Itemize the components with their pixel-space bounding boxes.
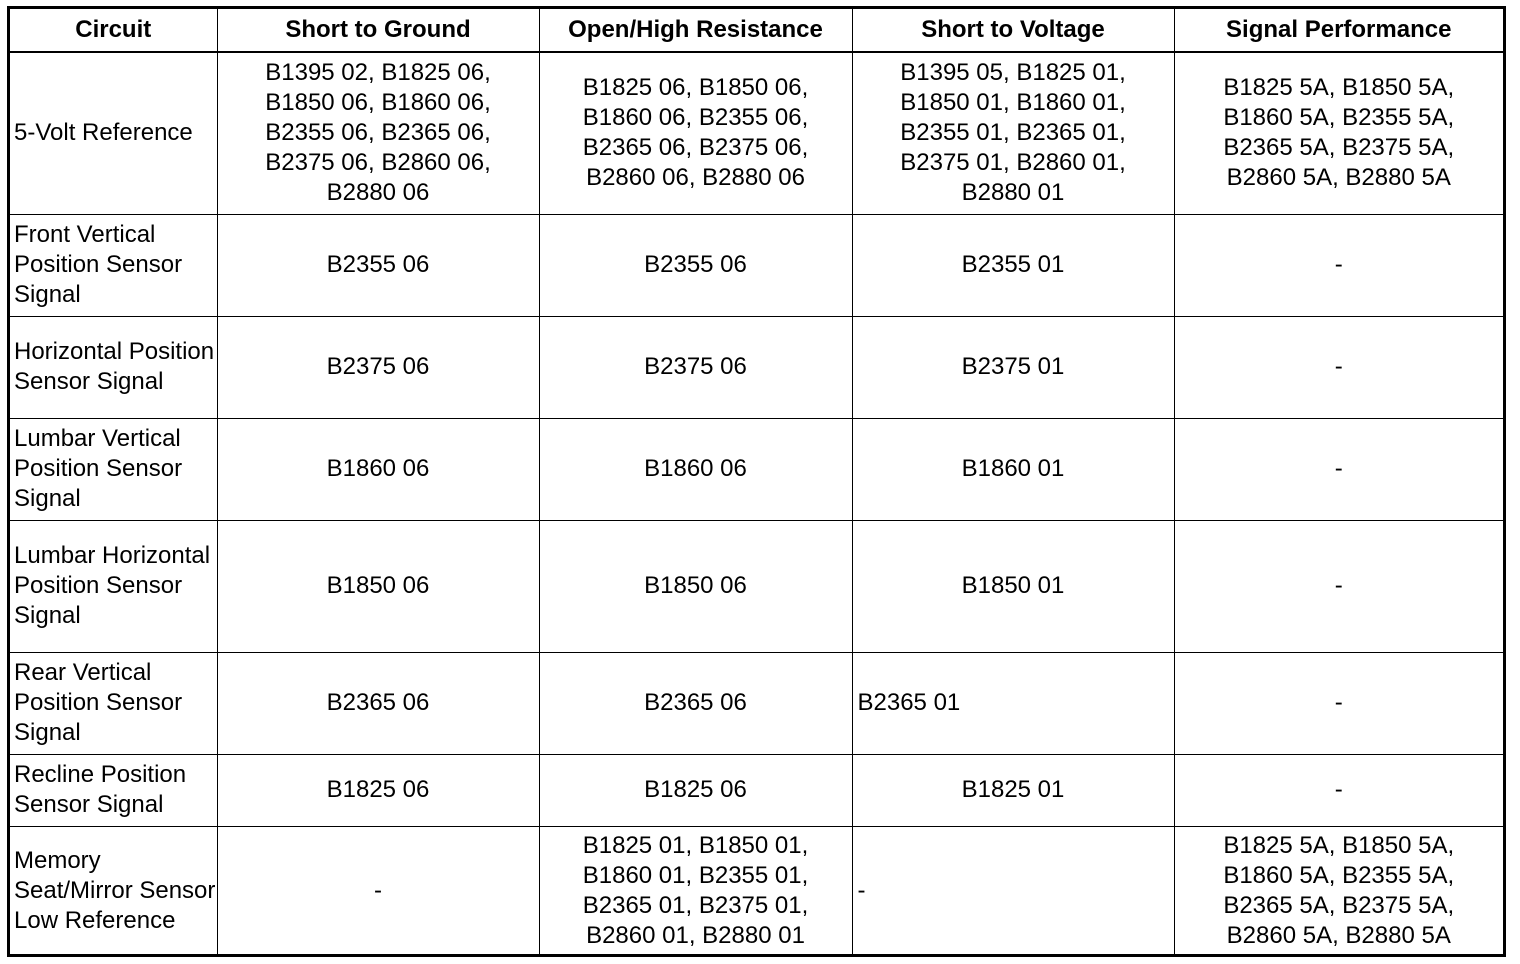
header-open-high-resistance: Open/High Resistance bbox=[539, 9, 852, 52]
table-row bbox=[10, 214, 1503, 316]
header-row bbox=[10, 9, 1503, 52]
open-high-resistance-cell: B1825 06 bbox=[539, 754, 852, 826]
table-row bbox=[10, 52, 1503, 214]
short-to-voltage-cell: B1825 01 bbox=[852, 754, 1174, 826]
circuit-cell: Memory Seat/Mirror Sensor Low Reference bbox=[10, 826, 217, 956]
open-high-resistance-cell: B2375 06 bbox=[539, 316, 852, 418]
short-to-voltage-cell: B1850 01 bbox=[852, 520, 1174, 652]
short-to-voltage-cell: B2375 01 bbox=[852, 316, 1174, 418]
circuit-cell: Horizontal Position Sensor Signal bbox=[10, 316, 217, 418]
short-to-ground-cell: B1395 02, B1825 06, B1850 06, B1860 06, B2355 06, B2365 06, B2375 06, B2860 06, B2880 06 bbox=[217, 52, 539, 214]
circuit-cell: 5-Volt Reference bbox=[10, 52, 217, 214]
signal-performance-cell: B1825 5A, B1850 5A, B1860 5A, B2355 5A, B2365 5A, B2375 5A, B2860 5A, B2880 5A bbox=[1174, 52, 1503, 214]
circuit-cell: Front Vertical Position Sensor Signal bbox=[10, 214, 217, 316]
signal-performance-cell: - bbox=[1174, 214, 1503, 316]
open-high-resistance-cell: B1860 06 bbox=[539, 418, 852, 520]
open-high-resistance-cell: B1850 06 bbox=[539, 520, 852, 652]
table-row bbox=[10, 826, 1503, 956]
short-to-ground-cell: B1860 06 bbox=[217, 418, 539, 520]
short-to-ground-cell: B2365 06 bbox=[217, 652, 539, 754]
table-row bbox=[10, 754, 1503, 826]
short-to-ground-cell: - bbox=[217, 826, 539, 956]
table-row bbox=[10, 418, 1503, 520]
short-to-ground-cell: B1850 06 bbox=[217, 520, 539, 652]
table-row bbox=[10, 652, 1503, 754]
short-to-ground-cell: B1825 06 bbox=[217, 754, 539, 826]
circuit-cell: Lumbar Horizontal Position Sensor Signal bbox=[10, 520, 217, 652]
signal-performance-cell: - bbox=[1174, 316, 1503, 418]
open-high-resistance-cell: B2355 06 bbox=[539, 214, 852, 316]
dtc-table-frame bbox=[7, 6, 1506, 957]
signal-performance-cell: - bbox=[1174, 754, 1503, 826]
table-row bbox=[10, 316, 1503, 418]
header-signal-performance: Signal Performance bbox=[1174, 9, 1503, 52]
table-row bbox=[10, 520, 1503, 652]
open-high-resistance-cell: B1825 01, B1850 01, B1860 01, B2355 01, B2365 01, B2375 01, B2860 01, B2880 01 bbox=[539, 826, 852, 956]
short-to-ground-cell: B2375 06 bbox=[217, 316, 539, 418]
short-to-ground-cell: B2355 06 bbox=[217, 214, 539, 316]
header-short-to-ground: Short to Ground bbox=[217, 9, 539, 52]
open-high-resistance-cell: B2365 06 bbox=[539, 652, 852, 754]
circuit-cell: Recline Position Sensor Signal bbox=[10, 754, 217, 826]
circuit-cell: Lumbar Vertical Position Sensor Signal bbox=[10, 418, 217, 520]
short-to-voltage-cell: B2355 01 bbox=[852, 214, 1174, 316]
short-to-voltage-cell: B1395 05, B1825 01, B1850 01, B1860 01, B2355 01, B2365 01, B2375 01, B2860 01, B2880 01 bbox=[852, 52, 1174, 214]
header-short-to-voltage: Short to Voltage bbox=[852, 9, 1174, 52]
dtc-table bbox=[10, 9, 1503, 956]
short-to-voltage-cell: - bbox=[852, 826, 1174, 956]
short-to-voltage-cell: B2365 01 bbox=[852, 652, 1174, 754]
signal-performance-cell: - bbox=[1174, 418, 1503, 520]
short-to-voltage-cell: B1860 01 bbox=[852, 418, 1174, 520]
circuit-cell: Rear Vertical Position Sensor Signal bbox=[10, 652, 217, 754]
header-circuit: Circuit bbox=[10, 9, 217, 52]
open-high-resistance-cell: B1825 06, B1850 06, B1860 06, B2355 06, B2365 06, B2375 06, B2860 06, B2880 06 bbox=[539, 52, 852, 214]
signal-performance-cell: - bbox=[1174, 652, 1503, 754]
signal-performance-cell: B1825 5A, B1850 5A, B1860 5A, B2355 5A, B2365 5A, B2375 5A, B2860 5A, B2880 5A bbox=[1174, 826, 1503, 956]
signal-performance-cell: - bbox=[1174, 520, 1503, 652]
